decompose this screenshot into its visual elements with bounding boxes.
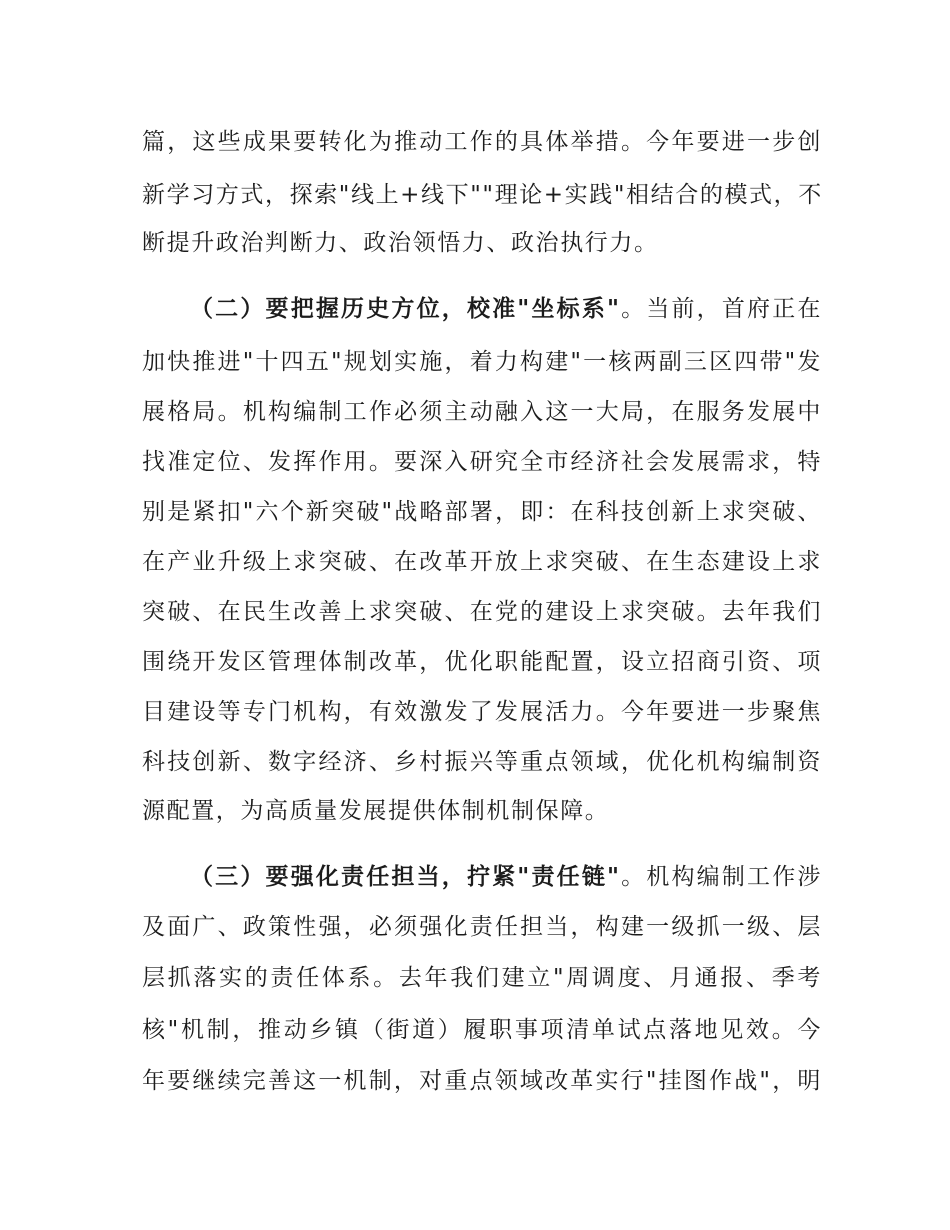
body-text-line: 找准定位、发挥作用。要深入研究全市经济社会发展需求，特 bbox=[142, 449, 822, 475]
body-text-line: 加快推进"十四五"规划实施，着力构建"一核两副三区四带"发 bbox=[142, 349, 822, 375]
section-first-line bbox=[190, 862, 822, 892]
body-text-line: 突破、在民生改善上求突破、在党的建设上求突破。去年我们 bbox=[142, 599, 822, 625]
body-text-line: 在产业升级上求突破、在改革开放上求突破、在生态建设上求 bbox=[142, 549, 822, 575]
section-first-line bbox=[190, 294, 822, 324]
body-text-line: 围绕开发区管理体制改革，优化职能配置，设立招商引资、项 bbox=[142, 649, 822, 675]
body-text-line: 核"机制，推动乡镇（街道）履职事项清单试点落地见效。今 bbox=[142, 1017, 822, 1043]
section-heading: （三）要强化责任担当，拧紧"责任链" bbox=[190, 864, 621, 890]
section-heading: （二）要把握历史方位，校准"坐标系" bbox=[190, 296, 621, 322]
body-text-line: 目建设等专门机构，有效激发了发展活力。今年要进一步聚焦 bbox=[142, 699, 822, 725]
body-text-line: 篇，这些成果要转化为推动工作的具体举措。今年要进一步创 bbox=[142, 129, 822, 155]
body-text-line: 层抓落实的责任体系。去年我们建立"周调度、月通报、季考 bbox=[142, 965, 822, 991]
body-text-line: 源配置，为高质量发展提供体制机制保障。 bbox=[142, 798, 610, 824]
section-heading-continuation: 。当前，首府正在 bbox=[620, 296, 822, 322]
body-text-line: 科技创新、数字经济、乡村振兴等重点领域，优化机构编制资 bbox=[142, 749, 822, 775]
body-text-line: 展格局。机构编制工作必须主动融入这一大局，在服务发展中 bbox=[142, 399, 822, 425]
body-text-line: 新学习方式，探索"线上+线下""理论+实践"相结合的模式，不 bbox=[142, 182, 823, 208]
body-text-line: 别是紧扣"六个新突破"战略部署，即：在科技创新上求突破、 bbox=[142, 499, 822, 525]
body-text-line: 年要继续完善这一机制，对重点领域改革实行"挂图作战"，明 bbox=[142, 1068, 822, 1094]
section-heading-continuation: 。机构编制工作涉 bbox=[620, 864, 822, 890]
body-text-line: 断提升政治判断力、政治领悟力、政治执行力。 bbox=[142, 230, 659, 256]
body-text-line: 及面广、政策性强，必须强化责任担当，构建一级抓一级、层 bbox=[142, 914, 822, 940]
